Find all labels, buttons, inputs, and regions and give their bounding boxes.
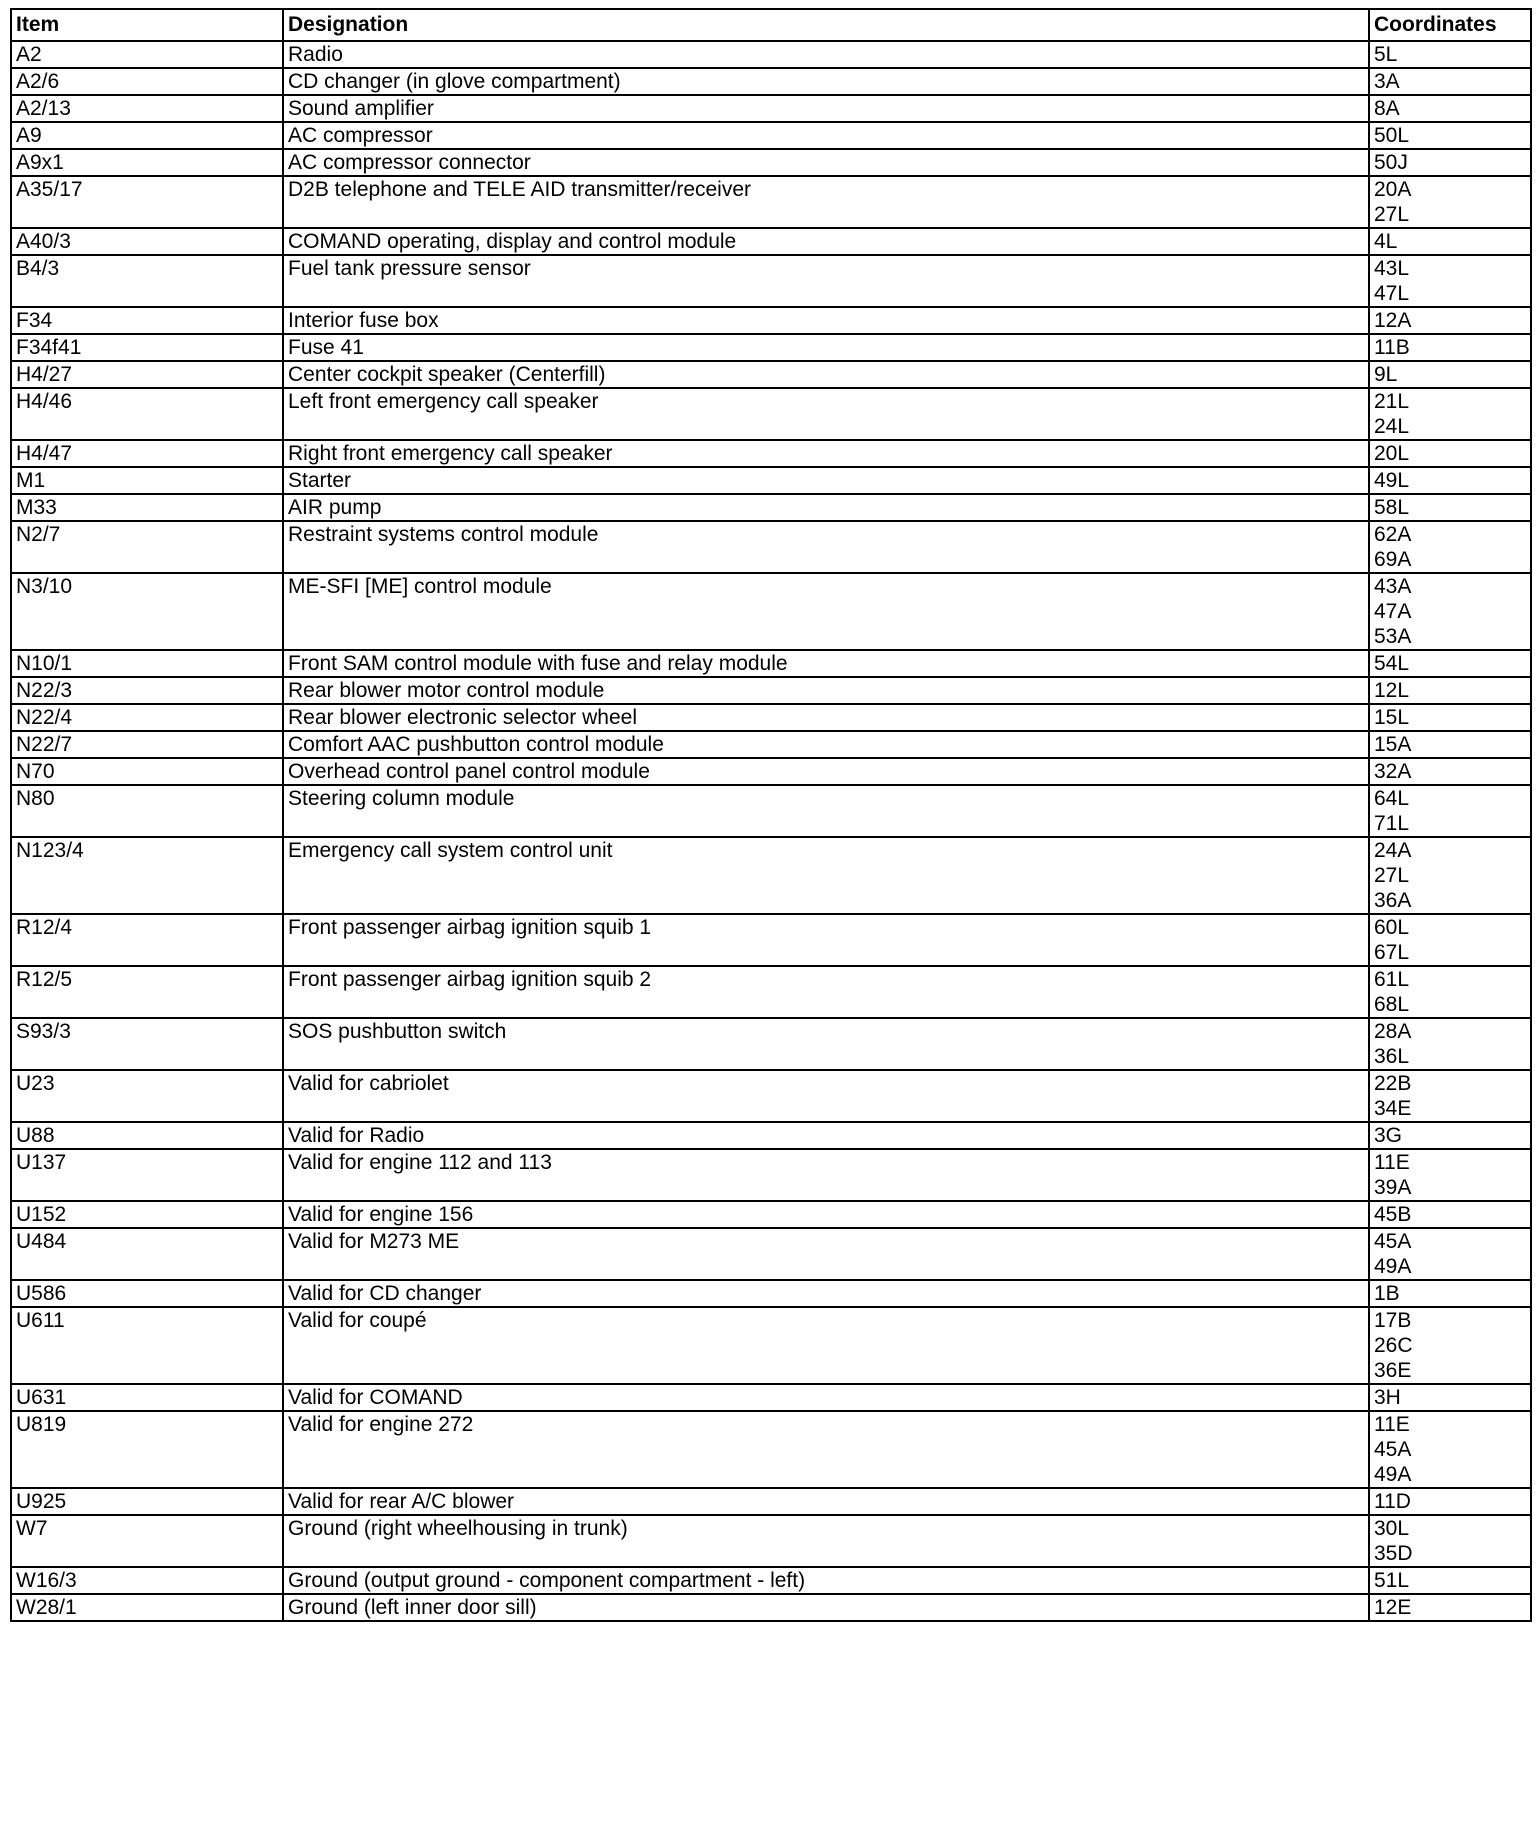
designation-cell: Rear blower motor control module xyxy=(283,677,1369,704)
coordinates-cell xyxy=(1369,731,1531,758)
coordinates-cell xyxy=(1369,41,1531,68)
item-code-cell: R12/5 xyxy=(11,966,283,1018)
coordinate-value: 28A xyxy=(1374,1020,1412,1043)
table-row xyxy=(11,1515,1531,1567)
item-code-cell: A2/13 xyxy=(11,95,283,122)
table-row xyxy=(11,731,1531,758)
coordinates-cell xyxy=(1369,149,1531,176)
table-row xyxy=(11,494,1531,521)
coordinate-value: 11E xyxy=(1374,1151,1410,1174)
coordinates-cell xyxy=(1369,1488,1531,1515)
coordinates-cell xyxy=(1369,677,1531,704)
designation-cell: Valid for coupé xyxy=(283,1307,1369,1384)
table-row xyxy=(11,1228,1531,1280)
table-body xyxy=(11,41,1531,1621)
table-row xyxy=(11,1594,1531,1621)
table-row xyxy=(11,758,1531,785)
item-code-cell: N22/3 xyxy=(11,677,283,704)
table-row xyxy=(11,255,1531,307)
coordinate-value: 71L xyxy=(1374,812,1410,835)
coordinate-value: 4L xyxy=(1374,230,1398,253)
coordinates-cell xyxy=(1369,1280,1531,1307)
table-row xyxy=(11,122,1531,149)
designation-cell: Emergency call system control unit xyxy=(283,837,1369,914)
designation-cell: Center cockpit speaker (Centerfill) xyxy=(283,361,1369,388)
coordinate-value: 34E xyxy=(1374,1097,1412,1120)
coordinate-value: 1B xyxy=(1374,1282,1400,1305)
coordinates-cell xyxy=(1369,1201,1531,1228)
coordinates-cell xyxy=(1369,494,1531,521)
table-row xyxy=(11,334,1531,361)
coordinate-value: 50J xyxy=(1374,151,1408,174)
table-row xyxy=(11,388,1531,440)
designation-cell: Front passenger airbag ignition squib 2 xyxy=(283,966,1369,1018)
coordinate-value: 58L xyxy=(1374,496,1410,519)
coordinates-cell xyxy=(1369,68,1531,95)
coordinates-cell xyxy=(1369,1411,1531,1488)
coordinates-cell xyxy=(1369,837,1531,914)
table-row xyxy=(11,785,1531,837)
designation-cell: SOS pushbutton switch xyxy=(283,1018,1369,1070)
coordinates-cell xyxy=(1369,1228,1531,1280)
coordinates-cell xyxy=(1369,1122,1531,1149)
coordinate-value: 36E xyxy=(1374,1359,1412,1382)
designation-cell: Starter xyxy=(283,467,1369,494)
table-row xyxy=(11,1122,1531,1149)
item-code-cell: U88 xyxy=(11,1122,283,1149)
designation-cell: AIR pump xyxy=(283,494,1369,521)
coordinate-value: 61L xyxy=(1374,968,1410,991)
coordinates-cell xyxy=(1369,122,1531,149)
coordinate-value: 39A xyxy=(1374,1176,1412,1199)
item-code-cell: R12/4 xyxy=(11,914,283,966)
column-header-item: Item xyxy=(11,9,283,41)
table-row xyxy=(11,467,1531,494)
designation-cell: Comfort AAC pushbutton control module xyxy=(283,731,1369,758)
coordinate-value: 3A xyxy=(1374,70,1400,93)
coordinate-value: 21L xyxy=(1374,390,1410,413)
item-code-cell: U819 xyxy=(11,1411,283,1488)
table-row xyxy=(11,41,1531,68)
coordinates-cell xyxy=(1369,1070,1531,1122)
coordinates-cell xyxy=(1369,966,1531,1018)
designation-cell: Right front emergency call speaker xyxy=(283,440,1369,467)
coordinates-cell xyxy=(1369,307,1531,334)
item-code-cell: U137 xyxy=(11,1149,283,1201)
table-row xyxy=(11,573,1531,650)
table-row xyxy=(11,650,1531,677)
item-code-cell: W7 xyxy=(11,1515,283,1567)
coordinate-value: 12L xyxy=(1374,679,1410,702)
item-code-cell: W16/3 xyxy=(11,1567,283,1594)
coordinates-cell xyxy=(1369,467,1531,494)
coordinate-value: 11B xyxy=(1374,336,1410,359)
coordinate-value: 22B xyxy=(1374,1072,1412,1095)
coordinate-value: 47A xyxy=(1374,600,1412,623)
table-row xyxy=(11,361,1531,388)
coordinate-value: 67L xyxy=(1374,941,1410,964)
table-row xyxy=(11,521,1531,573)
table-row xyxy=(11,837,1531,914)
designation-cell: Interior fuse box xyxy=(283,307,1369,334)
coordinates-cell xyxy=(1369,1567,1531,1594)
designation-cell: Sound amplifier xyxy=(283,95,1369,122)
table-row xyxy=(11,1488,1531,1515)
coordinate-value: 45B xyxy=(1374,1203,1412,1226)
table-row xyxy=(11,1384,1531,1411)
item-code-cell: U586 xyxy=(11,1280,283,1307)
item-code-cell: H4/46 xyxy=(11,388,283,440)
coordinate-value: 20L xyxy=(1374,442,1410,465)
item-code-cell: M1 xyxy=(11,467,283,494)
coordinates-cell xyxy=(1369,573,1531,650)
coordinate-value: 36L xyxy=(1374,1045,1410,1068)
item-code-cell: U925 xyxy=(11,1488,283,1515)
table-row xyxy=(11,1411,1531,1488)
coordinate-value: 26C xyxy=(1374,1334,1413,1357)
coordinate-value: 49A xyxy=(1374,1255,1412,1278)
coordinates-cell xyxy=(1369,1594,1531,1621)
item-code-cell: A9 xyxy=(11,122,283,149)
designation-cell: Ground (left inner door sill) xyxy=(283,1594,1369,1621)
item-code-cell: W28/1 xyxy=(11,1594,283,1621)
table-row xyxy=(11,1070,1531,1122)
designation-cell: Valid for COMAND xyxy=(283,1384,1369,1411)
table-row xyxy=(11,228,1531,255)
item-code-cell: U23 xyxy=(11,1070,283,1122)
coordinate-value: 3G xyxy=(1374,1124,1403,1147)
item-code-cell: H4/27 xyxy=(11,361,283,388)
item-code-cell: A9x1 xyxy=(11,149,283,176)
coordinate-value: 43A xyxy=(1374,575,1412,598)
item-code-cell: A40/3 xyxy=(11,228,283,255)
document-page xyxy=(10,8,1530,1622)
item-code-cell: F34f41 xyxy=(11,334,283,361)
coordinate-value: 9L xyxy=(1374,363,1398,386)
coordinates-cell xyxy=(1369,228,1531,255)
coordinates-cell xyxy=(1369,1307,1531,1384)
coordinate-value: 60L xyxy=(1374,916,1410,939)
designation-cell: AC compressor connector xyxy=(283,149,1369,176)
coordinates-cell xyxy=(1369,785,1531,837)
coordinate-value: 43L xyxy=(1374,257,1410,280)
designation-cell: Fuel tank pressure sensor xyxy=(283,255,1369,307)
item-code-cell: U611 xyxy=(11,1307,283,1384)
table-row xyxy=(11,68,1531,95)
component-index-table xyxy=(10,8,1532,1622)
designation-cell: AC compressor xyxy=(283,122,1369,149)
designation-cell: Restraint systems control module xyxy=(283,521,1369,573)
designation-cell: Valid for cabriolet xyxy=(283,1070,1369,1122)
coordinate-value: 15L xyxy=(1374,706,1410,729)
coordinate-value: 12A xyxy=(1374,309,1412,332)
coordinate-value: 30L xyxy=(1374,1517,1410,1540)
designation-cell: Valid for engine 156 xyxy=(283,1201,1369,1228)
coordinate-value: 45A xyxy=(1374,1438,1412,1461)
designation-cell: Fuse 41 xyxy=(283,334,1369,361)
table-row xyxy=(11,1018,1531,1070)
table-row xyxy=(11,1567,1531,1594)
coordinates-cell xyxy=(1369,95,1531,122)
coordinates-cell xyxy=(1369,704,1531,731)
table-row xyxy=(11,966,1531,1018)
table-row xyxy=(11,1280,1531,1307)
coordinates-cell xyxy=(1369,1515,1531,1567)
table-row xyxy=(11,914,1531,966)
coordinate-value: 24L xyxy=(1374,415,1410,438)
table-row xyxy=(11,1149,1531,1201)
coordinate-value: 11E xyxy=(1374,1413,1410,1436)
coordinate-value: 27L xyxy=(1374,864,1410,887)
coordinate-value: 49A xyxy=(1374,1463,1412,1486)
coordinate-value: 64L xyxy=(1374,787,1410,810)
designation-cell: Steering column module xyxy=(283,785,1369,837)
item-code-cell: U484 xyxy=(11,1228,283,1280)
coordinates-cell xyxy=(1369,255,1531,307)
coordinate-value: 62A xyxy=(1374,523,1412,546)
item-code-cell: N3/10 xyxy=(11,573,283,650)
coordinate-value: 32A xyxy=(1374,760,1412,783)
column-header-coordinates: Coordinates xyxy=(1369,9,1531,41)
designation-cell: Overhead control panel control module xyxy=(283,758,1369,785)
item-code-cell: N22/4 xyxy=(11,704,283,731)
coordinates-cell xyxy=(1369,440,1531,467)
designation-cell: Ground (right wheelhousing in trunk) xyxy=(283,1515,1369,1567)
item-code-cell: A2/6 xyxy=(11,68,283,95)
designation-cell: Ground (output ground - component compartment - left) xyxy=(283,1567,1369,1594)
designation-cell: Valid for engine 272 xyxy=(283,1411,1369,1488)
designation-cell: Valid for rear A/C blower xyxy=(283,1488,1369,1515)
coordinates-cell xyxy=(1369,758,1531,785)
item-code-cell: N22/7 xyxy=(11,731,283,758)
item-code-cell: N80 xyxy=(11,785,283,837)
coordinate-value: 17B xyxy=(1374,1309,1412,1332)
table-row xyxy=(11,149,1531,176)
table-row xyxy=(11,677,1531,704)
coordinates-cell xyxy=(1369,334,1531,361)
coordinate-value: 69A xyxy=(1374,548,1412,571)
designation-cell: Valid for M273 ME xyxy=(283,1228,1369,1280)
item-code-cell: B4/3 xyxy=(11,255,283,307)
table-row xyxy=(11,1201,1531,1228)
coordinate-value: 24A xyxy=(1374,839,1412,862)
coordinate-value: 50L xyxy=(1374,124,1410,147)
coordinates-cell xyxy=(1369,650,1531,677)
coordinate-value: 49L xyxy=(1374,469,1410,492)
column-header-designation: Designation xyxy=(283,9,1369,41)
coordinates-cell xyxy=(1369,176,1531,228)
item-code-cell: U631 xyxy=(11,1384,283,1411)
coordinates-cell xyxy=(1369,1384,1531,1411)
coordinate-value: 35D xyxy=(1374,1542,1413,1565)
coordinate-value: 54L xyxy=(1374,652,1410,675)
coordinate-value: 12E xyxy=(1374,1596,1412,1619)
item-code-cell: H4/47 xyxy=(11,440,283,467)
coordinate-value: 15A xyxy=(1374,733,1412,756)
designation-cell: Radio xyxy=(283,41,1369,68)
item-code-cell: N10/1 xyxy=(11,650,283,677)
designation-cell: Front SAM control module with fuse and relay module xyxy=(283,650,1369,677)
designation-cell: COMAND operating, display and control module xyxy=(283,228,1369,255)
item-code-cell: S93/3 xyxy=(11,1018,283,1070)
table-row xyxy=(11,307,1531,334)
designation-cell: CD changer (in glove compartment) xyxy=(283,68,1369,95)
table-row xyxy=(11,176,1531,228)
coordinates-cell xyxy=(1369,388,1531,440)
coordinates-cell xyxy=(1369,1018,1531,1070)
item-code-cell: M33 xyxy=(11,494,283,521)
item-code-cell: N123/4 xyxy=(11,837,283,914)
designation-cell: Valid for CD changer xyxy=(283,1280,1369,1307)
item-code-cell: N70 xyxy=(11,758,283,785)
item-code-cell: A2 xyxy=(11,41,283,68)
designation-cell: Valid for engine 112 and 113 xyxy=(283,1149,1369,1201)
coordinate-value: 20A xyxy=(1374,178,1412,201)
table-header-row xyxy=(11,9,1531,41)
coordinate-value: 36A xyxy=(1374,889,1412,912)
coordinate-value: 27L xyxy=(1374,203,1410,226)
table-row xyxy=(11,95,1531,122)
coordinate-value: 8A xyxy=(1374,97,1400,120)
item-code-cell: U152 xyxy=(11,1201,283,1228)
coordinates-cell xyxy=(1369,361,1531,388)
table-row xyxy=(11,704,1531,731)
designation-cell: ME-SFI [ME] control module xyxy=(283,573,1369,650)
coordinate-value: 11D xyxy=(1374,1490,1411,1513)
coordinate-value: 47L xyxy=(1374,282,1410,305)
item-code-cell: F34 xyxy=(11,307,283,334)
coordinates-cell xyxy=(1369,1149,1531,1201)
coordinates-cell xyxy=(1369,521,1531,573)
table-row xyxy=(11,1307,1531,1384)
designation-cell: Rear blower electronic selector wheel xyxy=(283,704,1369,731)
item-code-cell: A35/17 xyxy=(11,176,283,228)
coordinate-value: 45A xyxy=(1374,1230,1412,1253)
item-code-cell: N2/7 xyxy=(11,521,283,573)
designation-cell: Front passenger airbag ignition squib 1 xyxy=(283,914,1369,966)
table-row xyxy=(11,440,1531,467)
coordinate-value: 3H xyxy=(1374,1386,1401,1409)
coordinate-value: 51L xyxy=(1374,1569,1410,1592)
coordinate-value: 68L xyxy=(1374,993,1410,1016)
coordinate-value: 53A xyxy=(1374,625,1412,648)
coordinates-cell xyxy=(1369,914,1531,966)
coordinate-value: 5L xyxy=(1374,43,1398,66)
designation-cell: D2B telephone and TELE AID transmitter/receiver xyxy=(283,176,1369,228)
designation-cell: Left front emergency call speaker xyxy=(283,388,1369,440)
designation-cell: Valid for Radio xyxy=(283,1122,1369,1149)
